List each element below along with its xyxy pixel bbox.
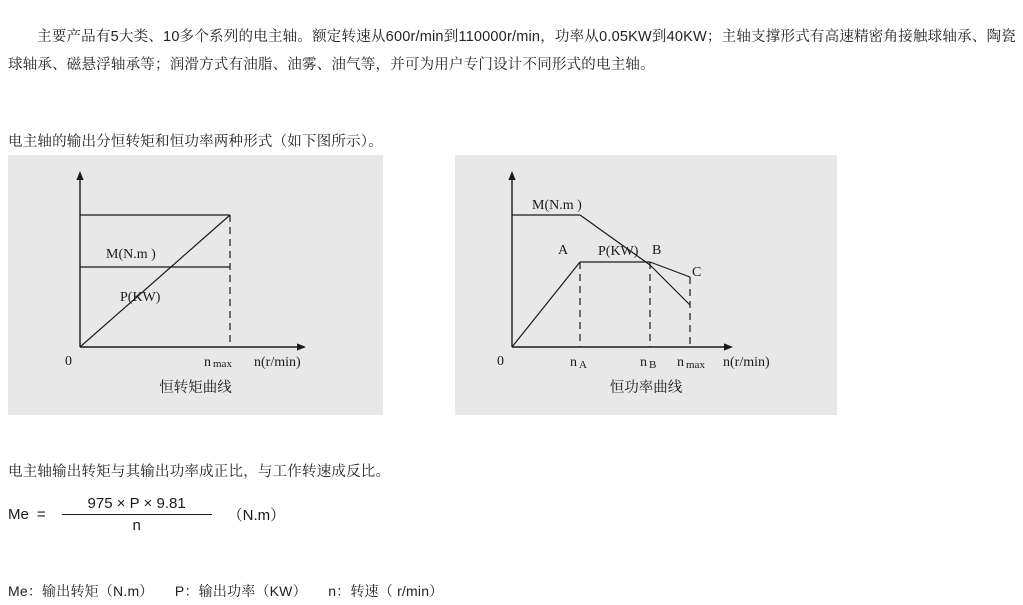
label-nmax: n [204,355,211,370]
label-nmax-sub: max [686,359,705,371]
formula-fraction [62,495,212,534]
label-nmax: n [677,355,684,370]
formula-equals: = [36,506,46,523]
paragraph-proportion: 电主轴输出转矩与其输出功率成正比，与工作转速成反比。 [8,463,391,480]
label-x-axis: n(r/min) [254,355,301,370]
paragraph-legend: Me：输出转矩（N.m） P：输出功率（KW） n：转速（ r/min） [8,583,444,599]
paragraph-output-forms: 电主轴的输出分恒转矩和恒功率两种形式（如下图所示）。 [8,133,383,150]
label-nmax-sub: max [213,358,232,370]
label-p-curve: P(KW) [598,244,639,259]
formula-lhs: Me [8,506,29,523]
figure-constant-torque [8,155,383,415]
label-nb: n [640,355,647,370]
label-m-curve: M(N.m ) [106,247,156,262]
label-na: n [570,355,577,370]
label-point-c: C [692,265,702,280]
paragraph-intro: 主要产品有5大类、10多个系列的电主轴。额定转速从600r/min到110000r/min，功率从0.05KW到40KW；主轴支撑形式有高速精密角接触球轴承、陶瓷球轴承、磁悬浮轴承等；润滑方式有油脂、油雾、油气等，并可为用户专门设计不同形式的电主轴。 [8,28,1016,73]
label-point-b: B [652,243,662,258]
figure-caption-constant-torque: 恒转矩曲线 [159,380,232,396]
label-m-curve: M(N.m ) [532,198,582,213]
figure-caption-constant-power: 恒功率曲线 [609,380,683,396]
label-origin: 0 [497,354,504,369]
formula-denominator: n [132,517,141,534]
label-origin: 0 [65,354,72,369]
label-na-sub: A [579,359,587,371]
label-x-axis: n(r/min) [723,355,770,370]
figure-constant-power [455,155,837,415]
formula-numerator: 975 × P × 9.81 [87,495,186,512]
formula-unit: （N.m） [227,507,286,524]
formula-output-torque [8,495,285,534]
label-nb-sub: B [649,359,657,371]
label-point-a: A [558,243,569,258]
label-p-curve: P(KW) [120,290,161,305]
